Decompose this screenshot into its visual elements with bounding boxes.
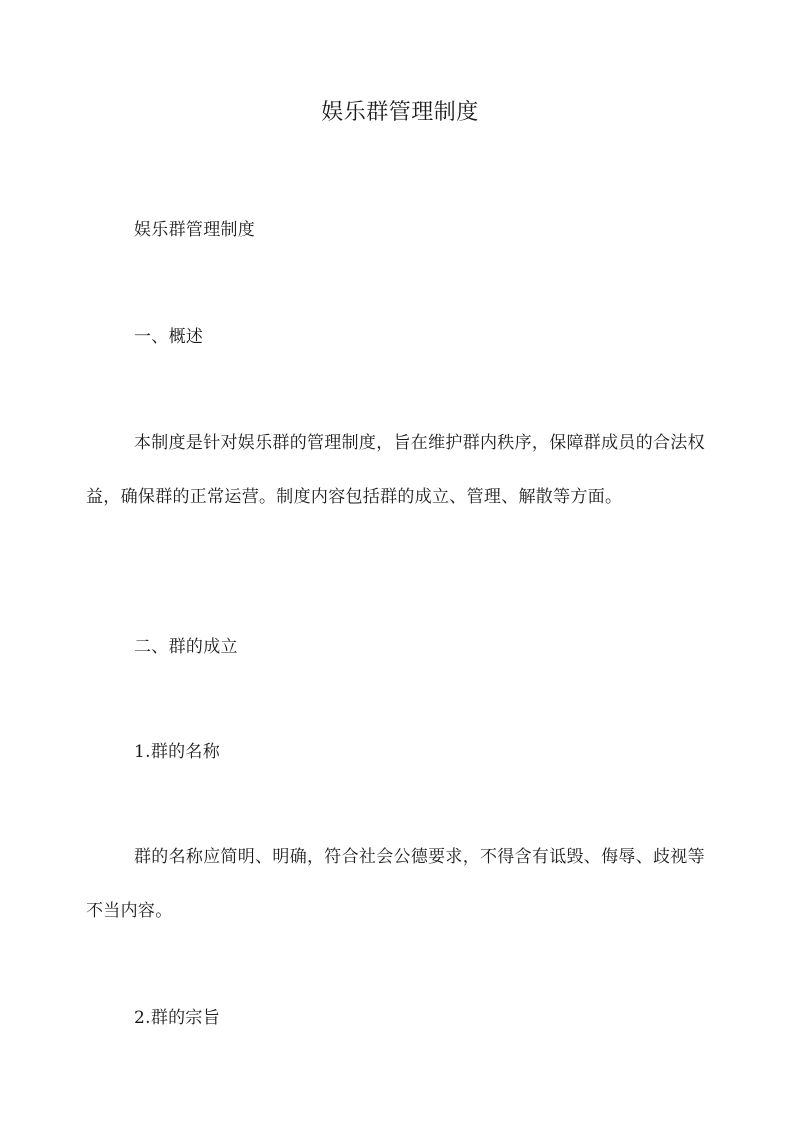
document-title: 娱乐群管理制度 <box>321 100 479 125</box>
subheading-group-name: 1.群的名称 <box>134 742 221 762</box>
section-heading-overview: 一、概述 <box>134 327 204 347</box>
subtitle-paragraph: 娱乐群管理制度 <box>134 220 256 240</box>
subheading-group-purpose: 2.群的宗旨 <box>134 1008 221 1028</box>
overview-paragraph: 本制度是针对娱乐群的管理制度，旨在维护群内秩序，保障群成员的合法权益，确保群的正常运营。制度内容包括群的成立、管理、解散等方面。 <box>86 433 705 507</box>
section-heading-establishment: 二、群的成立 <box>134 637 238 657</box>
group-name-paragraph: 群的名称应简明、明确，符合社会公德要求，不得含有诋毁、侮辱、歧视等不当内容。 <box>86 847 705 921</box>
